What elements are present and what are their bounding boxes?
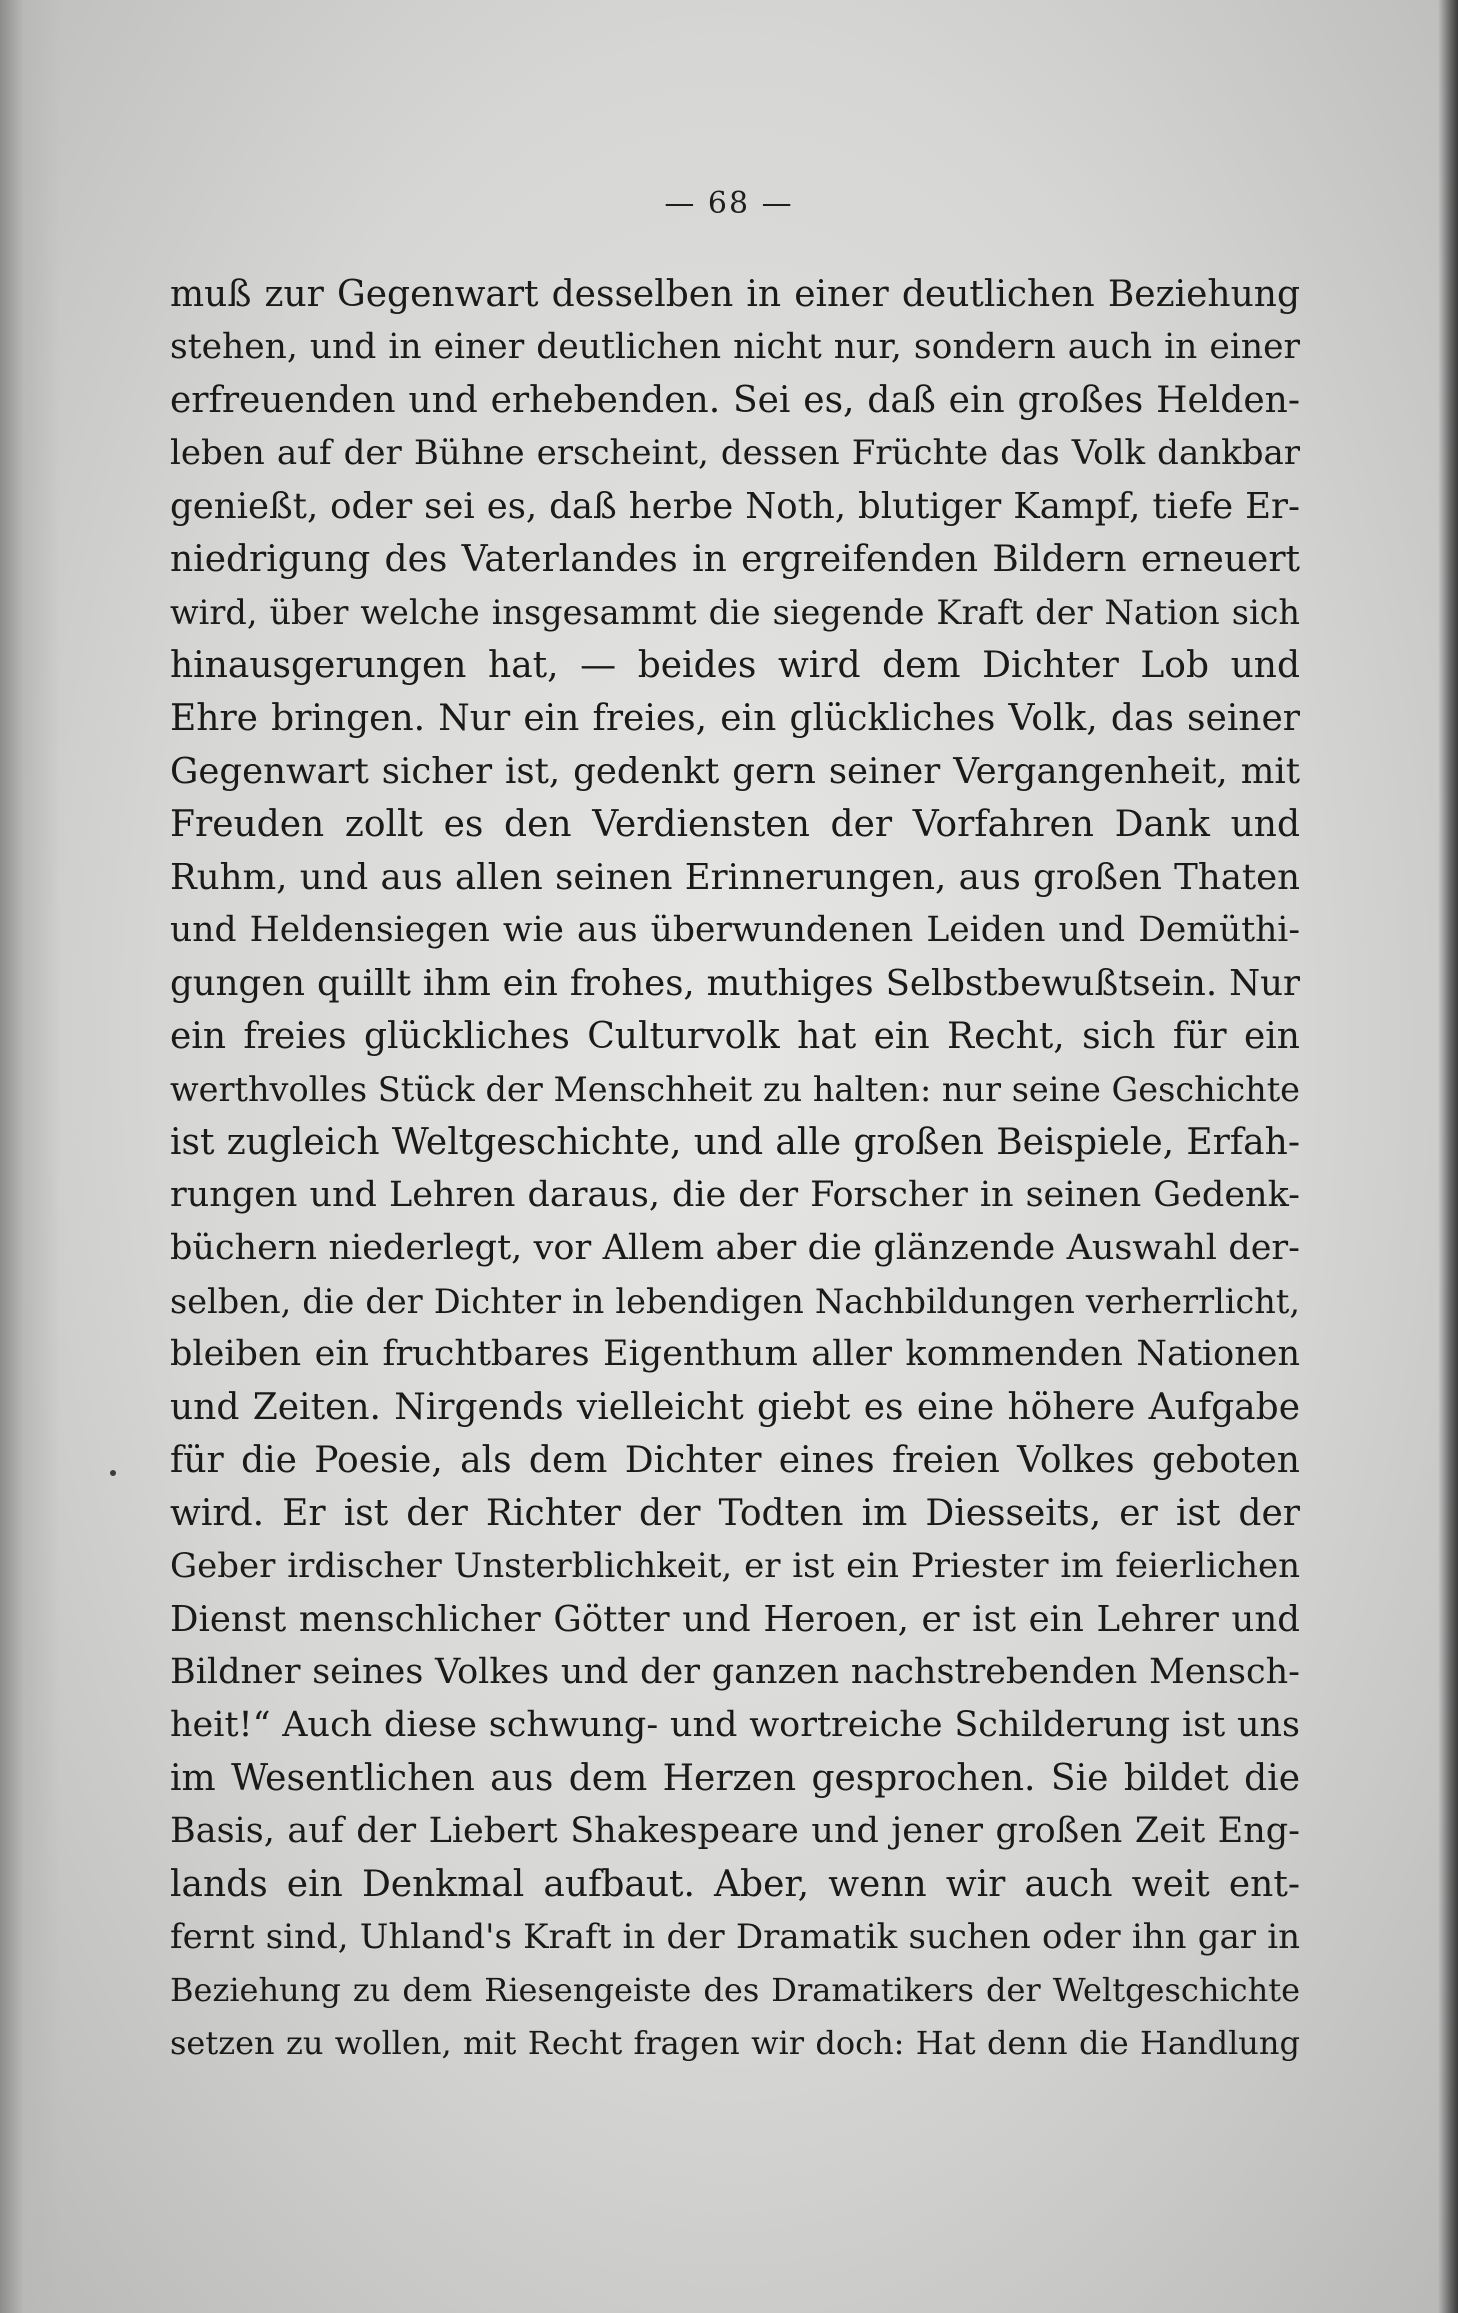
text-line: Beziehung zu dem Riesengeiste des Dramatikers der Weltgeschichte (170, 1971, 1300, 2009)
text-line: Geber irdischer Unsterblichkeit, er ist ein Priester im feierlichen (170, 1546, 1300, 1586)
text-line: bleiben ein fruchtbares Eigenthum aller kommenden Nationen (170, 1334, 1300, 1374)
page-number: — 68 — (664, 186, 794, 221)
body-text (170, 268, 1300, 2070)
text-line: selben, die der Dichter in lebendigen Nachbildungen verherrlicht, (170, 1282, 1300, 1321)
text-line: und Zeiten. Nirgends vielleicht giebt es eine höhere Aufgabe (170, 1387, 1300, 1428)
text-line: fernt sind, Uhland's Kraft in der Dramatik suchen oder ihn gar in (170, 1917, 1300, 1957)
page-edge-shadow (1438, 0, 1458, 2313)
text-line: wird. Er ist der Richter der Todten im Diesseits, er ist der (170, 1493, 1300, 1534)
text-line: Gegenwart sicher ist, gedenkt gern seiner Vergangenheit, mit (170, 751, 1300, 792)
text-line: wird, über welche insgesammt die siegende Kraft der Nation sich (170, 593, 1300, 632)
text-line: heit!“ Auch diese schwung- und wortreiche Schilderung ist uns (170, 1705, 1300, 1745)
text-line: setzen zu wollen, mit Recht fragen wir doch: Hat denn die Handlung (170, 2024, 1300, 2062)
text-line: werthvolles Stück der Menschheit zu halten: nur seine Geschichte (170, 1070, 1300, 1109)
text-line: hinausgerungen hat, — beides wird dem Dichter Lob und (170, 645, 1300, 686)
text-line: leben auf der Bühne erscheint, dessen Früchte das Volk dankbar (170, 433, 1300, 473)
text-line: ist zugleich Weltgeschichte, und alle großen Beispiele, Erfah- (170, 1122, 1300, 1163)
text-line: muß zur Gegenwart desselben in einer deutlichen Beziehung (170, 274, 1300, 315)
text-line: lands ein Denkmal aufbaut. Aber, wenn wir auch weit ent- (170, 1864, 1300, 1905)
text-line: für die Poesie, als dem Dichter eines freien Volkes geboten (170, 1440, 1300, 1481)
text-line: stehen, und in einer deutlichen nicht nur, sondern auch in einer (170, 327, 1300, 367)
text-line: rungen und Lehren daraus, die der Forscher in seinen Gedenk- (170, 1175, 1300, 1215)
text-line: gungen quillt ihm ein frohes, muthiges Selbstbewußtsein. Nur (170, 963, 1300, 1004)
text-line: Ehre bringen. Nur ein freies, ein glückliches Volk, das seiner (170, 698, 1300, 739)
text-line: Freuden zollt es den Verdiensten der Vorfahren Dank und (170, 804, 1300, 845)
text-line: ein freies glückliches Culturvolk hat ein Recht, sich für ein (170, 1016, 1300, 1057)
text-line: Dienst menschlicher Götter und Heroen, er ist ein Lehrer und (170, 1599, 1300, 1640)
text-line: im Wesentlichen aus dem Herzen gesprochen. Sie bildet die (170, 1758, 1300, 1799)
text-line: büchern niederlegt, vor Allem aber die glänzende Auswahl der- (170, 1228, 1300, 1268)
text-line: und Heldensiegen wie aus überwundenen Leiden und Demüthi- (170, 910, 1300, 950)
text-line: erfreuenden und erhebenden. Sei es, daß ein großes Helden- (170, 380, 1300, 421)
ink-speck (110, 1470, 116, 1476)
binding-shadow (0, 0, 60, 2313)
text-line: Bildner seines Volkes und der ganzen nachstrebenden Mensch- (170, 1652, 1300, 1692)
text-line: Basis, auf der Liebert Shakespeare und jener großen Zeit Eng- (170, 1811, 1300, 1851)
text-line: genießt, oder sei es, daß herbe Noth, blutiger Kampf, tiefe Er- (170, 486, 1300, 527)
text-line: niedrigung des Vaterlandes in ergreifenden Bildern erneuert (170, 539, 1300, 580)
text-line: Ruhm, und aus allen seinen Erinnerungen, aus großen Thaten (170, 857, 1300, 898)
